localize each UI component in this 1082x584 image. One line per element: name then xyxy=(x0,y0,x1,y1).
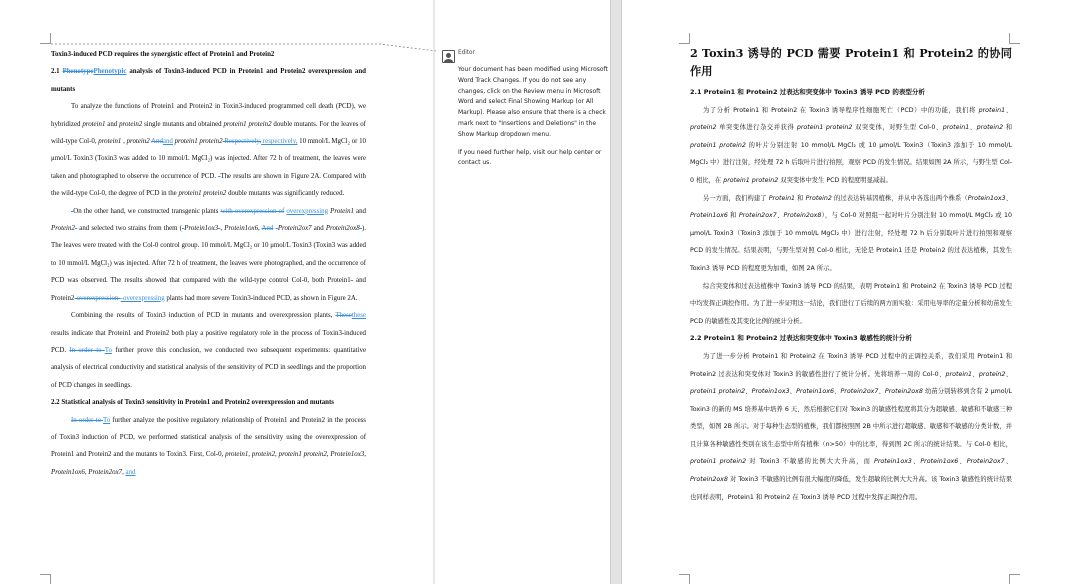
chinese-paragraph-4: 为了进一步分析 Protein1 和 Protein2 在 Toxin3 诱导 PCD 过程中的正调控关系，我们采用 Protein1 和 Protein2 过表达和突变体对 Toxin3 的敏感性进行了统计分析。先将培养一周的 Col-0、protein1、protein2、protein1 protein2、Protein1ox3、Protein1ox6、Protein2ox7、Protein2ox8 幼苗分别转移到含有 2 μmol/L Toxin3 的新的 MS 培养基中培养 6 天，然后根据它们对 Toxin3 的敏感性程度将其分为超敏感、敏感和不敏感三种类型，如图 2B 所示。对于每种生态型的植株，我们都按照图 2B 中所示进行超敏感、敏感和不敏感的分类计数，并且计算各种敏感性类别在该生态型中所有植株（n>50）中的比率，得到图 2C 所示的统计结果。与 Col-0 相比，protein1 protein2 对 Toxin3 不敏感的比例大大升高，而 Protein1ox3、Protein1ox6、Protein2ox7、Protein2ox8 对 Toxin3 不敏感的比例有很大幅度的降低，发生超敏的比例大大升高。该 Toxin3 敏感性的统计结果也同样表明，Protein1 和 Protein2 在 Toxin3 诱导 PCD 过程中发挥正调控作用。 xyxy=(690,352,1013,501)
comment-text: Your document has been modified using Microsoft Word Track Changes. If you do not see any changes, click on the Review menu in Microsoft Word and select Final Showing Markup (or All Markup). Please also ensure that there is a check mark next to "Insertions and Deletions" in the Show Markup dropdown menu. xyxy=(458,66,608,138)
crop-mark xyxy=(1009,33,1020,44)
chinese-paragraph-2: 另一方面，我们构建了 Protein1 和 Protein2 的过表达转基因植株，并从中各选出两个株系（Protein1ox3、Protein1ox6 和 Protein2ox7、Protein2ox8），与 Col-0 对照组一起对叶片分别注射 10 mmol/L MgCl₂ 或 10 μmol/L Toxin3（Toxin3 添加于 10 mmol/L MgCl₂ 中）进行注射，经处理 72 h 后分别取叶片进行拍照和观察 PCD 的发生情况。结果表明，与野生型对照 Col-0 相比，无论是 Protein1 还是 Protein2 的过表达植株，其发生 Toxin3 诱导 PCD 的程度更为加重，如图 2A 所示。 xyxy=(690,194,1012,272)
english-section-2-2: 2.2 Statistical analysis of Toxin3 sensitivity in Protein1 and Protein2 overexpression and mutants xyxy=(51,399,334,407)
crop-mark xyxy=(40,33,51,44)
chinese-paragraph-1: 为了分析 Protein1 和 Protein2 在 Toxin3 诱导程序性细胞死亡（PCD）中的功能，我们将 protein1、protein2 单突变体进行杂交并获得 protein1 protein2 双突变体，对野生型 Col-0、protein1、protein2 和 protein1 protein2 的叶片分别注射 10 mmol/L MgCl₂ 或 10 μmol/L Toxin3（Toxin3 添加于 10 mmol/L MgCl₂ 中）进行注射，经处理 72 h 后取叶片进行拍照，观察 PCD 的发生情况。结果如图 2A 所示，与野生型 Col-0 相比，在 protein1 protein2 双突变体中发生 PCD 的程度明显减弱。 xyxy=(690,106,1013,184)
chinese-section-2-2: 2.2 Protein1 和 Protein2 过表达和突变体中 Toxin3 敏感性的统计分析 xyxy=(690,334,912,343)
english-paragraph-3: Combining the results of Toxin3 induction of PCD in mutants and overexpression plants, Thesethese results indicate that Protein1 and Protein2 both play a positive regulatory role in the process of Toxin3-induced PCD. In order to To further prove this conclusion, we conducted two subsequent experiments: quantitative analysis of electrical conductivity and statistical analysis of the sensitivity of PCD in seedlings and the proportion of PCD changes in seedlings. xyxy=(51,312,367,389)
crop-mark xyxy=(40,574,51,584)
english-paragraph-2: -On the other hand, we constructed transgenic plants with overexpression of overexpressing Protein1 and Protein2- and selected two strains from them (-Protein1ox3-, Protein1ox6, And -Protein2ox7 and Protein2ox8-). The leaves were treated with the Col-0 control group. 10 mmol/L MgCl₂ or 10 μmol/L Toxin3 (Toxin3 was added to 10 mmol/L MgCl₂) was injected. After 72 h of treatment, the leaves were photographed, and the occurrence of PCD was observed. The results showed that compared with the wild-type control Col-0, both Protein1- and Protein2-overexpression--overexpressing plants had more severe Toxin3-induced PCD, as shown in Figure 2A. xyxy=(51,207,366,302)
comment-balloon[interactable] xyxy=(458,49,610,176)
crop-mark xyxy=(1009,574,1020,584)
comment-author: Editor xyxy=(458,50,475,56)
english-text-body[interactable] xyxy=(51,46,366,481)
chinese-paragraph-3: 综合突变体和过表达植株中 Toxin3 诱导 PCD 的结果，表明 Protein1 和 Protein2 在 Toxin3 诱导 PCD 过程中均发挥正调控作用。为了进一步证明这一结论，我们进行了后续的两方面实验：采用电导率的定量分析和幼苗发生 PCD 的敏感性及其变化比例的统计分析。 xyxy=(690,282,1012,325)
crop-mark xyxy=(679,574,690,584)
chinese-text-body[interactable] xyxy=(690,44,1012,506)
english-section-2-1: 2.1 PhenotypePhenotypic analysis of Toxin3-induced PCD in Protein1 and Protein2 overexpression and mutants xyxy=(51,68,367,93)
english-paragraph-4: In order to To further analyze the positive regulatory relationship of Protein1 and Protein2 in the process of Toxin3 induction of PCD, we performed statistical analysis of the sensitivity using the overexpression of Protein1 and Protein2 and the mutants to Toxin3. First, Col-0, protein1, protein2, protein1 protein2, Protein1ox3, Protein1ox6, Protein2ox7, and xyxy=(51,416,366,476)
english-paragraph-1: To analyze the functions of Protein1 and Protein2 in Toxin3-induced programmed cell death (PCD), we hybridized protein1 and protein2 single mutants and obtained protein1 protein2 double mutants. For the leaves of wild-type Col-0, protein1 , protein2 Andand protein1 protein2 Respectively, respectively, 10 mmol/L MgCl₂ or 10 μmol/L Toxin3 (Toxin3 was added to 10 mmol/L MgCl₂) was injected. After 72 h of treatment, the leaves were taken and photographed to observe the occurrence of PCD. -The results are shown in Figure 2A. Compared with the wild-type Col-0, the degree of PCD in the protein1 protein2 double mutants was significantly reduced. xyxy=(51,103,366,198)
chinese-title: 2 Toxin3 诱导的 PCD 需要 Protein1 和 Protein2 的协同作用 xyxy=(690,46,1012,78)
comment-text: If you need further help, visit our help center or contact us. xyxy=(458,148,602,167)
user-avatar-icon xyxy=(442,50,455,63)
english-title: Toxin3-induced PCD requires the synergistic effect of Protein1 and Protein2 xyxy=(51,51,275,58)
chinese-section-2-1: 2.1 Protein1 和 Protein2 过表达和突变体中 Toxin3 诱导 PCD 的表型分析 xyxy=(690,88,925,96)
page-gutter xyxy=(610,0,622,584)
crop-mark xyxy=(679,33,690,44)
